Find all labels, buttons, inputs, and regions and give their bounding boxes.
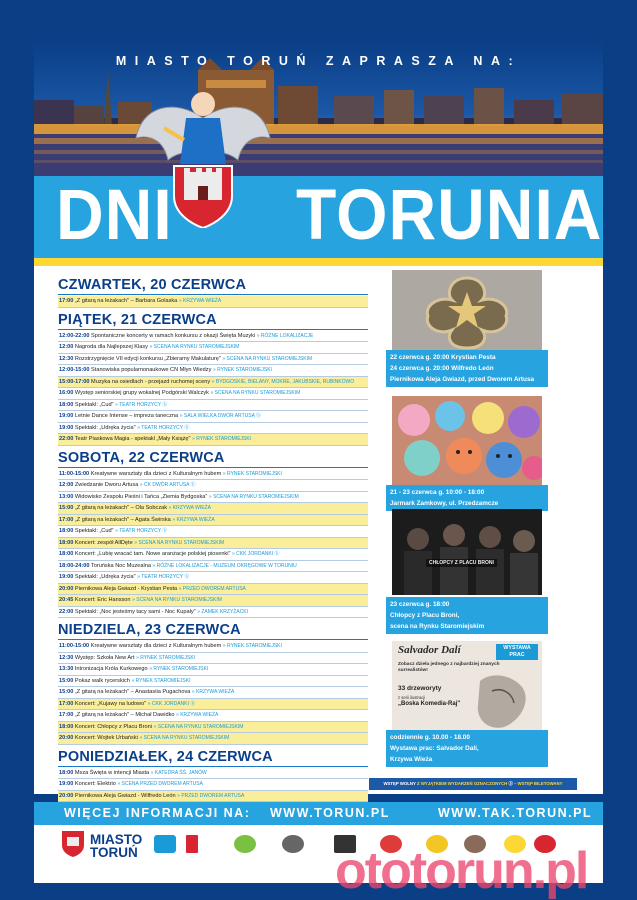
hero-banner [34,40,603,266]
event-row [58,710,368,722]
dali-series: „Boska Komedia-Raj" [398,701,461,707]
event-time: 15:00-17:00 [59,378,90,385]
band-photo-image [392,509,542,595]
event-row [58,400,368,412]
day-sunday [58,621,368,745]
event-time: 13:00 [59,493,74,500]
event-location: » RYNEK STAROMIEJSKI [131,677,191,684]
event-location: » RYNEK STAROMIEJSKI [212,367,272,373]
event-time: 19:00 [59,574,74,580]
event-row [58,377,368,389]
crochet-toys-image [392,396,542,488]
event-title: „Z gitarą na leżakach" – Ola Sobczak [74,505,168,511]
event-list [58,294,368,308]
caption-line: Piernikowa Aleja Gwiazd, przed Dworem Artusa [390,376,535,383]
event-row [58,342,368,354]
event-title: „Z gitarą na leżakach" – Michał Dawidko [74,712,175,718]
caption-line: 23 czerwca g. 18:00 [390,601,450,608]
event-location: » CKK JORDANKI ⓑ [147,700,196,707]
event-title: Muzyka na osiedlach - przejazd ruchomej sceny [91,378,211,385]
event-title: Nagroda dla Najlepszej Klasy [74,344,148,350]
ticket-except: Z WYJĄTKIEM WYDARZEŃ OZNACZONYCH [417,781,508,786]
event-title: Spektakl: „Noc jesteśmy tacy sami - Noc Kupały" [74,608,196,615]
event-row [58,607,368,619]
event-time: 22:00 [59,436,74,442]
day-title: PONIEDZIAŁEK, 24 CZERWCA [58,748,273,765]
event-time: 19:00 [59,781,74,787]
event-time: 12:00-22:00 [59,332,90,339]
event-title: Koncert: Eric Hansson [74,597,131,603]
event-location: » PRZED DWOREM ARTUSA [178,585,246,592]
event-location: » TEATR HORZYCY ⓑ [137,424,190,431]
event-title: Spektakl: „Cud" [74,528,114,534]
caption-line: 21 - 23 czerwca g. 10:00 - 18:00 [390,489,485,496]
event-title: Stanowiska popularnonaukowe CN Młyn Wiedzy [91,367,212,373]
event-time: 20:00 [59,792,74,799]
event-list [58,329,368,446]
event-location: » KATEDRA ŚŚ. JANÓW [150,769,207,776]
event-row [58,469,368,481]
event-row [58,331,368,343]
event-location: » SALA WIELKA DWOR ARTUSA ⓑ [179,413,262,419]
ticket-info [369,778,577,790]
event-title: „Z gitarą na leżakach" – Anastasiia Pugachova [74,689,191,695]
info-label: WIĘCEJ INFORMACJI NA: [64,806,251,820]
event-time: 17:00 [59,700,74,707]
event-row [58,733,368,745]
event-row [58,538,368,550]
event-row [58,595,368,607]
event-time: 12:30 [59,654,74,661]
event-row [58,768,368,780]
event-time: 20:45 [59,597,74,603]
event-title: Spontaniczne koncerty w ramach konkursu z okazji Święta Muzyki [91,332,256,339]
event-title: Rozstrzygnięcie VII edycji konkursu „Zbieramy Makulaturę" [74,355,221,362]
event-time: 12:00-15:00 [59,367,90,373]
event-location: » KRZYWA WIEŻA [178,298,222,304]
event-row [58,687,368,699]
event-row [58,676,368,688]
event-title: Koncert: zespół AllDęte [74,539,133,546]
event-time: 13:30 [59,666,74,672]
event-title: Spektakl: „Cud" [74,401,114,408]
caption-line: 24 czerwca g. 20:00 Wilfredo León [390,365,494,372]
event-row [58,526,368,538]
star-plaque-image [392,270,542,352]
event-title: Zwiedzanie Dworu Artusa [74,482,139,488]
event-location: » BYDGOSKIE, BIELANY, MOKRE, JAKUBSKIE, RUBINKOWO [211,378,355,385]
event-location: » KRZYWA WIEŻA [168,505,211,511]
event-location: » RYNEK STAROMIEJSKI [136,654,196,661]
dali-poster-image [392,641,542,733]
event-location: » PRZED DWOREM ARTUSA [177,792,245,799]
sponsor-circle-icon [282,835,304,853]
event-location: » RYNEK STAROMIEJSKI [222,470,282,477]
event-time: 17:00 [59,298,74,304]
event-time: 17:00 [59,712,74,718]
watermark: ototorun.pl [335,842,588,900]
event-title: Toruńska Noc Muzealna [90,562,151,569]
event-row [58,584,368,596]
dali-from: z serii ilustracji [398,695,426,700]
info-link-tak-torun[interactable]: WWW.TAK.TORUN.PL [438,806,593,820]
band-label: CHŁOPCY Z PLACU BRONI [426,559,497,567]
ticket-free: WSTĘP WOLNY [383,781,416,786]
event-location: » KRZYWA WIEŻA [176,712,219,718]
caption-line: Krzywa Wieża [390,756,433,763]
day-monday [58,748,368,803]
event-title: Intronizacja Króla Kurkowego [74,666,148,672]
event-row [58,515,368,527]
event-title: Letnie Dance Intense – impreza taneczna [74,413,179,419]
title-dni: DNI [56,174,173,254]
event-row [58,365,368,377]
photo-caption [386,730,548,767]
event-time: 15:00 [59,505,74,511]
dali-ribbon: WYSTAWA PRAC [496,644,538,660]
event-title: Piernikowa Aleja Gwiazd - Wilfredo León [74,792,176,799]
event-row [58,492,368,504]
torun-coat-of-arms-icon [134,78,272,228]
event-row [58,779,368,791]
event-location: » TEATR HORZYCY ⓑ [115,401,168,408]
event-title: Koncert: „Lubię wracać tam. Nowe aranżacje polskiej piosenki" [74,551,231,557]
event-row [58,549,368,561]
sponsor-color-icon [234,835,256,853]
event-time: 15:00 [59,677,74,684]
event-list [58,639,368,745]
caption-line: Wystawa prac: Salvador Dalí, [390,745,479,752]
dali-signature: Salvador Dalí [398,644,461,656]
event-time: 18:00 [59,769,74,776]
event-row [58,572,368,584]
event-title: Występ seniorskiej grupy wokalnej Podgórski Walczyk [74,390,209,396]
event-location: » SCENA NA RYNKU STAROMIEJSKIM [134,539,225,546]
event-row [58,653,368,665]
logo-line: MIASTO [90,832,143,847]
tak-logo-icon [154,835,176,853]
event-location: » RÓŻNE LOKALIZACJE - MUZEUM OKRĘGOWE W TORUNIU [152,562,297,569]
event-time: 12:00 [59,482,74,488]
event-row [58,503,368,515]
event-title: „Z gitarą na leżakach" – Barbara Golaska [74,298,178,304]
event-title: Koncert: „Kujawy na ludowo" [74,700,147,707]
event-location: » RYNEK STAROMIEJSKI [149,666,209,672]
ticket-icon: ⓑ [508,781,513,786]
event-time: 18:00-24:00 [59,562,90,569]
event-location: » SCENA PRZED DWOREM ARTUSA [117,781,203,787]
event-title: Teatr Piaskowa Magia - spektakl „Mały Książę" [74,436,191,442]
event-row [58,791,368,803]
day-title: PIĄTEK, 21 CZERWCA [58,311,217,328]
event-location: » RÓŻNE LOKALIZACJE [256,332,314,339]
caption-line: Chłopcy z Placu Broni, [390,612,460,619]
info-bar [34,802,603,825]
event-time: 18:00 [59,723,74,730]
event-time: 18:00 [59,401,74,408]
photo-caption [386,485,548,511]
event-row [58,411,368,423]
event-time: 18:00 [59,551,74,557]
event-time: 15:00 [59,689,74,695]
event-title: Koncert: Wojtek Urbański [74,735,138,741]
day-saturday [58,449,368,619]
event-time: 18:00 [59,528,74,534]
event-location: » SCENA NA RYNKU STAROMIEJSKIM [153,723,244,730]
event-time: 19:00 [59,424,74,431]
event-time: 11:00-15:00 [59,643,90,649]
schedule [58,276,368,805]
event-title: Msza Święta w intencji Miasta [74,769,150,776]
event-title: Kreatywne warsztaty dla dzieci z Kulturalnym hubem [90,470,222,477]
photo-caption [386,350,548,387]
sponsor-cross-icon [186,835,198,853]
event-location: » KRZYWA WIEŻA [191,689,235,695]
event-location: » TEATR HORZYCY ⓑ [115,528,168,534]
caption-line: codziennie g. 10.00 - 18.00 [390,734,470,741]
day-title: CZWARTEK, 20 CZERWCA [58,277,247,293]
event-title: Spektakl: „Udręka życia" [74,574,136,580]
event-title: Koncert: Chłopcy z Placu Broni [74,723,152,730]
day-friday [58,311,368,446]
event-time: 18:00 [59,539,74,546]
event-row [58,296,368,308]
dali-count: 33 drzeworyty [398,685,442,692]
event-location: » SCENA NA RYNKU STAROMIEJSKIM [222,355,313,362]
event-title: Spektakl: „Udręka życia" [74,424,136,431]
event-time: 16:00 [59,390,74,396]
event-title: Pokaz walk rycerskich [74,677,130,684]
event-location: » SCENA NA RYNKU STAROMIEJSKIM [149,344,240,350]
day-title: NIEDZIELA, 23 CZERWCA [58,622,241,638]
info-link-torun[interactable]: WWW.TORUN.PL [270,806,390,820]
event-row [58,423,368,435]
event-row [58,641,368,653]
caption-line: 22 czerwca g. 20:00 Krystian Pesta [390,354,496,361]
event-location: » CKK JORDANKI ⓑ [232,551,280,557]
event-title: Kreatywne warsztaty dla dzieci z Kulturalnym hubem [90,643,222,649]
ticket-paid: – WSTĘP BILETOWANY [513,781,563,786]
event-list [58,766,368,803]
event-location: » SCENA NA RYNKU STAROMIEJSKIM [208,493,299,500]
event-location: » RYNEK STAROMIEJSKI [222,643,282,649]
logo-line: TORUŃ [90,845,138,860]
dali-heading: Zobacz dzieła jednego z najbardziej znanych surrealistów! [398,662,500,673]
event-row [58,354,368,366]
event-row [58,722,368,734]
day-title: SOBOTA, 22 CZERWCA [58,449,225,466]
event-time: 12:30 [59,355,74,362]
event-title: „Z gitarą na leżakach" – Agata Świrska [74,516,171,523]
event-list [58,467,368,619]
photo-caption [386,597,548,634]
event-location: » CK DWÓR ARTUSA ⓑ [139,482,196,488]
event-time: 17:00 [59,516,74,523]
event-location: » ZAMEK KRZYŻACKI [197,608,249,615]
event-location: » RYNEK STAROMIEJSKI [192,436,252,442]
event-row [58,434,368,446]
event-time: 11:00-15:00 [59,470,90,477]
tagline: MIASTO TORUŃ ZAPRASZA NA: [115,54,522,68]
event-row [58,480,368,492]
event-row [58,561,368,573]
title-torunia: TORUNIA [296,174,603,254]
miasto-torun-logo [90,833,142,859]
event-time: 12:00 [59,344,74,350]
event-time: 22:00 [59,608,74,615]
event-time: 20:00 [59,735,74,741]
event-location: » SCENA NA RYNKU STAROMIEJSKIM [210,390,301,396]
event-row [58,388,368,400]
event-location: » TEATR HORZYCY ⓑ [137,574,190,580]
day-thursday [58,276,368,308]
event-time: 20:00 [59,585,74,592]
event-location: » SCENA NA RYNKU STAROMIEJSKIM [139,735,230,741]
event-location: » SCENA NA RYNKU STAROMIEJSKIM [132,597,222,603]
caption-line: Jarmark Zamkowy, ul. Przedzamcze [390,500,499,507]
event-time: 19:00 [59,413,74,419]
caption-line: scena na Rynku Staromiejskim [390,623,485,630]
event-title: Występ: Szkoła New Art [74,654,135,661]
event-location: » KRZYWA WIEŻA [172,516,215,523]
event-row [58,664,368,676]
event-title: Piernikowa Aleja Gwiazd - Krystian Pesta [74,585,178,592]
event-row [58,699,368,711]
event-title: Koncert: Elektrio [74,781,116,787]
torun-crest-small-icon [60,829,86,857]
event-title: Widowisko Zespołu Pieśni i Tańca „Ziemia Bydgoska" [74,493,208,500]
